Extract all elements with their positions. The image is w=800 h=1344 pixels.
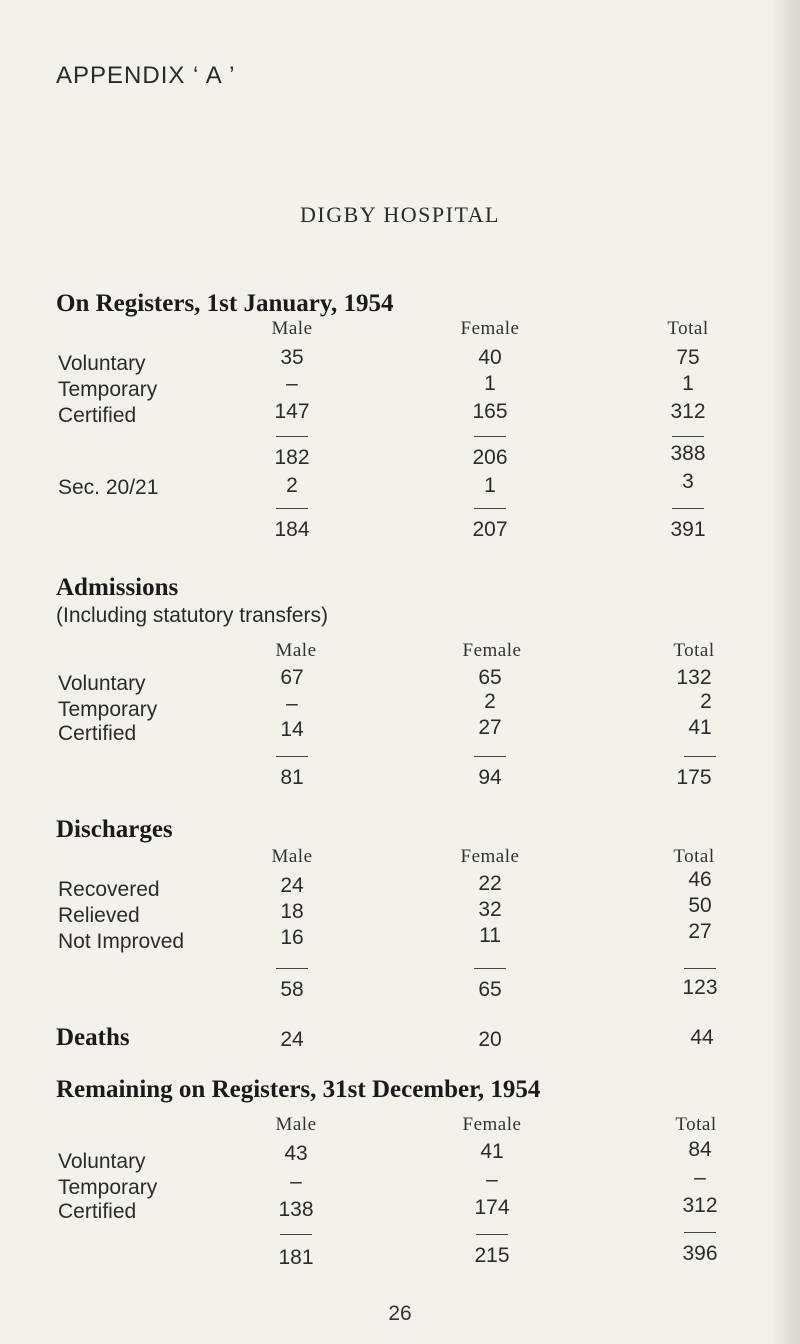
cell-female: 41 <box>480 1140 504 1163</box>
cell-male: 16 <box>280 926 304 949</box>
cell-male: 138 <box>278 1198 314 1221</box>
header-male: Male <box>271 846 313 867</box>
row-label: Temporary <box>58 1176 158 1199</box>
grand-male: 184 <box>274 518 310 541</box>
header-female: Female <box>462 1114 522 1135</box>
rule <box>672 508 704 509</box>
header-female: Female <box>460 846 520 867</box>
cell-female: 165 <box>472 400 508 423</box>
cell-male: 43 <box>284 1142 308 1165</box>
row-label: Voluntary <box>58 352 146 375</box>
on-registers-heading: On Registers, 1st January, 1954 <box>56 290 394 317</box>
row-label: Not Improved <box>58 930 185 953</box>
rule <box>474 508 506 509</box>
discharges-heading: Discharges <box>56 816 173 843</box>
cell-female: 2 <box>484 690 496 713</box>
cell-total: 27 <box>688 920 712 943</box>
total-male: 58 <box>280 978 304 1001</box>
cell-total: 84 <box>688 1138 712 1161</box>
rule <box>474 968 506 969</box>
rule <box>684 1232 716 1233</box>
rule <box>476 1234 508 1235</box>
deaths-heading: Deaths <box>56 1024 130 1051</box>
header-male: Male <box>271 318 313 339</box>
cell-male: 14 <box>280 718 304 741</box>
cell-total: 312 <box>670 400 706 423</box>
cell-female: 174 <box>474 1196 510 1219</box>
cell-total: 41 <box>688 716 712 739</box>
header-male: Male <box>275 640 317 661</box>
row-label: Recovered <box>58 878 160 901</box>
cell-male: – <box>290 1170 302 1193</box>
row-label: Certified <box>58 404 137 427</box>
appendix-label: APPENDIX ‘ A ’ <box>56 62 236 89</box>
rule <box>276 756 308 757</box>
row-label: Certified <box>58 1200 137 1223</box>
cell-total: 75 <box>676 346 700 369</box>
total-total: 396 <box>682 1242 718 1265</box>
cell-male: 24 <box>280 874 304 897</box>
cell-female: 65 <box>478 666 502 689</box>
cell-total: 46 <box>688 868 712 891</box>
cell-total: 3 <box>682 470 694 493</box>
remaining-heading: Remaining on Registers, 31st December, 1954 <box>56 1076 541 1103</box>
cell-total: 2 <box>700 690 712 713</box>
cell-female: 40 <box>478 346 502 369</box>
cell-male: – <box>286 692 298 715</box>
rule <box>672 436 704 437</box>
grand-female: 207 <box>472 518 508 541</box>
cell-male: 67 <box>280 666 304 689</box>
rule <box>684 968 716 969</box>
row-label: Temporary <box>58 378 158 401</box>
cell-female: 1 <box>484 372 496 395</box>
header-total: Total <box>673 640 715 661</box>
cell-female: 32 <box>478 898 502 921</box>
rule <box>280 1234 312 1235</box>
total-female: 94 <box>478 766 502 789</box>
total-total: 123 <box>682 976 718 999</box>
cell-female: 1 <box>484 474 496 497</box>
cell-male: 2 <box>286 474 298 497</box>
cell-total: 50 <box>688 894 712 917</box>
subtotal-total: 388 <box>670 442 706 465</box>
rule <box>474 436 506 437</box>
cell-total: – <box>694 1166 706 1189</box>
header-total: Total <box>673 846 715 867</box>
row-label: Voluntary <box>58 672 146 695</box>
rule <box>684 756 716 757</box>
subtotal-female: 206 <box>472 446 508 469</box>
subtotal-male: 182 <box>274 446 310 469</box>
row-label: Certified <box>58 722 137 745</box>
row-label: Temporary <box>58 698 158 721</box>
cell-total: 132 <box>676 666 712 689</box>
cell-female: 22 <box>478 872 502 895</box>
admissions-subtitle: (Including statutory transfers) <box>56 604 328 627</box>
total-total: 175 <box>676 766 712 789</box>
row-label: Relieved <box>58 904 140 927</box>
cell-female: – <box>486 1168 498 1191</box>
cell-male: 35 <box>280 346 304 369</box>
header-female: Female <box>460 318 520 339</box>
total-female: 215 <box>474 1244 510 1267</box>
deaths-female: 20 <box>478 1028 502 1051</box>
row-label: Voluntary <box>58 1150 146 1173</box>
header-male: Male <box>275 1114 317 1135</box>
deaths-male: 24 <box>280 1028 304 1051</box>
row-label: Sec. 20/21 <box>58 476 159 499</box>
page-number: 26 <box>388 1302 412 1325</box>
rule <box>474 756 506 757</box>
grand-total: 391 <box>670 518 706 541</box>
total-male: 81 <box>280 766 304 789</box>
total-male: 181 <box>278 1246 314 1269</box>
header-female: Female <box>462 640 522 661</box>
rule <box>276 436 308 437</box>
total-female: 65 <box>478 978 502 1001</box>
hospital-title: DIGBY HOSPITAL <box>300 202 500 227</box>
rule <box>276 508 308 509</box>
cell-total: 1 <box>682 372 694 395</box>
cell-total: 312 <box>682 1194 718 1217</box>
cell-male: 147 <box>274 400 310 423</box>
deaths-total: 44 <box>690 1026 714 1049</box>
header-total: Total <box>675 1114 717 1135</box>
cell-female: 27 <box>478 716 502 739</box>
admissions-heading: Admissions <box>56 574 179 601</box>
cell-male: – <box>286 372 298 395</box>
cell-male: 18 <box>280 900 304 923</box>
rule <box>276 968 308 969</box>
cell-female: 11 <box>479 924 501 947</box>
header-total: Total <box>667 318 709 339</box>
